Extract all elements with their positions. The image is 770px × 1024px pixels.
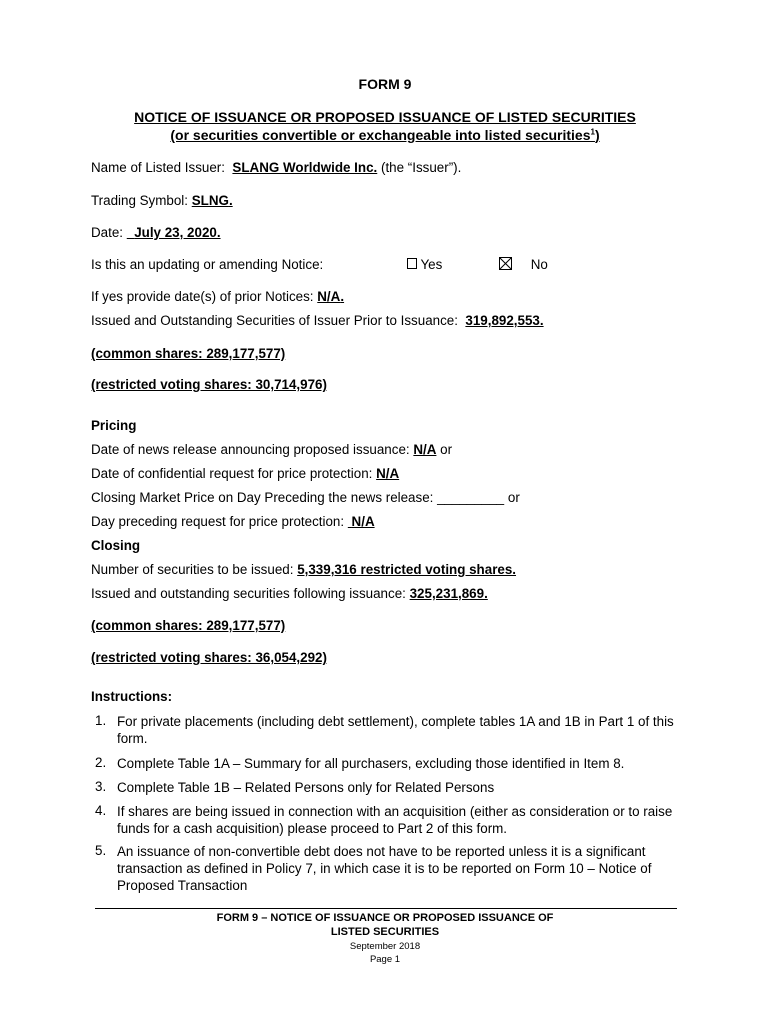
prior-issuance-label: Issued and Outstanding Securities of Issuer Prior to Issuance: <box>91 313 458 328</box>
instructions-heading: Instructions: <box>91 689 173 704</box>
day-preceding-line: Day preceding request for price protection: N/A <box>91 514 375 529</box>
confidential-request-line: Date of confidential request for price protection: N/A <box>91 466 400 481</box>
footer-title-line2: LISTED SECURITIES <box>330 926 440 938</box>
confidential-value: N/A <box>376 466 400 481</box>
following-common-shares: (common shares: 289,177,577) <box>91 618 286 633</box>
closing-price-blank: _________ <box>437 490 505 505</box>
prior-common-shares: (common shares: 289,177,577) <box>91 346 286 361</box>
prior-label: If yes provide date(s) of prior Notices: <box>91 289 314 304</box>
following-issuance-value: 325,231,869. <box>409 586 488 601</box>
no-checkbox[interactable] <box>499 257 512 270</box>
notice-title: NOTICE OF ISSUANCE OR PROPOSED ISSUANCE OF LISTED SECURITIES <box>134 109 636 125</box>
following-issuance-line: Issued and outstanding securities following issuance: 325,231,869. <box>91 586 488 601</box>
news-release-value: N/A <box>413 442 437 457</box>
news-release-line: Date of news release announcing proposed issuance: N/A or <box>91 442 453 457</box>
no-option[interactable] <box>499 257 548 272</box>
yes-checkbox[interactable] <box>407 258 417 269</box>
closing-heading: Closing <box>91 538 141 553</box>
closing-price-line: Closing Market Price on Day Preceding the news release: _________ or <box>91 490 520 505</box>
prior-value: N/A. <box>317 289 345 304</box>
footer-divider <box>95 908 677 909</box>
document-page: FORM 9 NOTICE OF ISSUANCE OR PROPOSED ISSUANCE OF LISTED SECURITIES (or securities convertible or exchangeable into listed securities$^1$) Name of Listed Issuer: SLANG Worldwide Inc. (the “Issuer”). Trading Symbol: SLNG. Date: July 23, 2020. Is this an updating or amending Notice: Yes No If yes provide date(s) of prior Notices: N/A. Issued and Outstanding Securities of Issuer Prior to Issuance: 319,892,553. (common shares: 289,177,577) (restricted voting shares: 30,714,976) Pricing Date of news release announcing proposed issuance: N/A or Date of confidential request for price protection: N/A Closing Market Price on Day Preceding the news release: _________ or Day preceding request for price protection: N/A Closing Number of securities to be issued: 5,339,316 restricted voting shares. Issued and outstanding securities following issuance: 325,231,869. (common shares: 289,177,577) (restricted voting shares: 36,054,292) Instructions: 1. For private placements (including debt settlement), complete tables 1A and 1B in Part 1 of this form. 2. Complete Table 1A – Summary for all purchasers, excluding those identified in Item 8. 3. Complete Table 1B – Related Persons only for Related Persons 4. If shares are being issued in connection with an acquisition (either as consideration or to raise funds for a cash acquisition) please proceed to Part 2 of this form. 5. An issuance of non-convertible debt does not have to be reported unless it is a significant transaction as defined in Policy 7, in which case it is to be reported on Form 10 – Notice of Proposed Transaction FORM 9 – NOTICE OF ISSUANCE OR PROPOSED ISSUANCE OF LISTED SECURITIES September 2018 Page 1 <box>0 0 770 1024</box>
symbol-value: SLNG. <box>191 193 233 208</box>
prior-issuance-line <box>91 313 544 328</box>
prior-restricted-shares: (restricted voting shares: 30,714,976) <box>91 377 327 392</box>
symbol-label: Trading Symbol: <box>91 193 188 208</box>
date-value: July 23, 2020. <box>134 225 221 240</box>
amending-question: Is this an updating or amending Notice: <box>91 257 324 272</box>
date-line <box>91 225 221 240</box>
form-title: FORM 9 <box>358 76 412 92</box>
subtitle-text: (or securities convertible or exchangeable into listed securities <box>170 127 591 143</box>
following-restricted-shares: (restricted voting shares: 36,054,292) <box>91 650 327 665</box>
issuer-line <box>91 160 461 175</box>
trading-symbol-line <box>91 193 233 208</box>
footer-date: September 2018 <box>349 941 421 952</box>
footnote-marker: 1 <box>590 127 595 137</box>
issuer-name: SLANG Worldwide Inc. <box>232 160 378 175</box>
footer-title-line1: FORM 9 – NOTICE OF ISSUANCE OR PROPOSED ISSUANCE OF <box>216 912 554 924</box>
yes-option[interactable] <box>407 257 442 272</box>
page-number: Page 1 <box>369 954 401 965</box>
date-label: Date: <box>91 225 124 240</box>
issuer-label: Name of Listed Issuer: <box>91 160 225 175</box>
day-preceding-value: N/A <box>351 514 375 529</box>
securities-issued-value: 5,339,316 restricted voting shares. <box>297 562 517 577</box>
no-label: No <box>530 257 548 272</box>
prior-notices-line <box>91 289 344 304</box>
yes-label: Yes <box>420 257 443 272</box>
issuer-suffix: (the “Issuer”). <box>380 160 462 175</box>
check-x-icon <box>500 258 511 269</box>
securities-issued-line: Number of securities to be issued: 5,339,316 restricted voting shares. <box>91 562 517 577</box>
notice-subtitle <box>0 127 770 143</box>
prior-issuance-value: 319,892,553. <box>465 313 544 328</box>
pricing-heading: Pricing <box>91 418 137 433</box>
subtitle-close: ) <box>594 127 600 143</box>
